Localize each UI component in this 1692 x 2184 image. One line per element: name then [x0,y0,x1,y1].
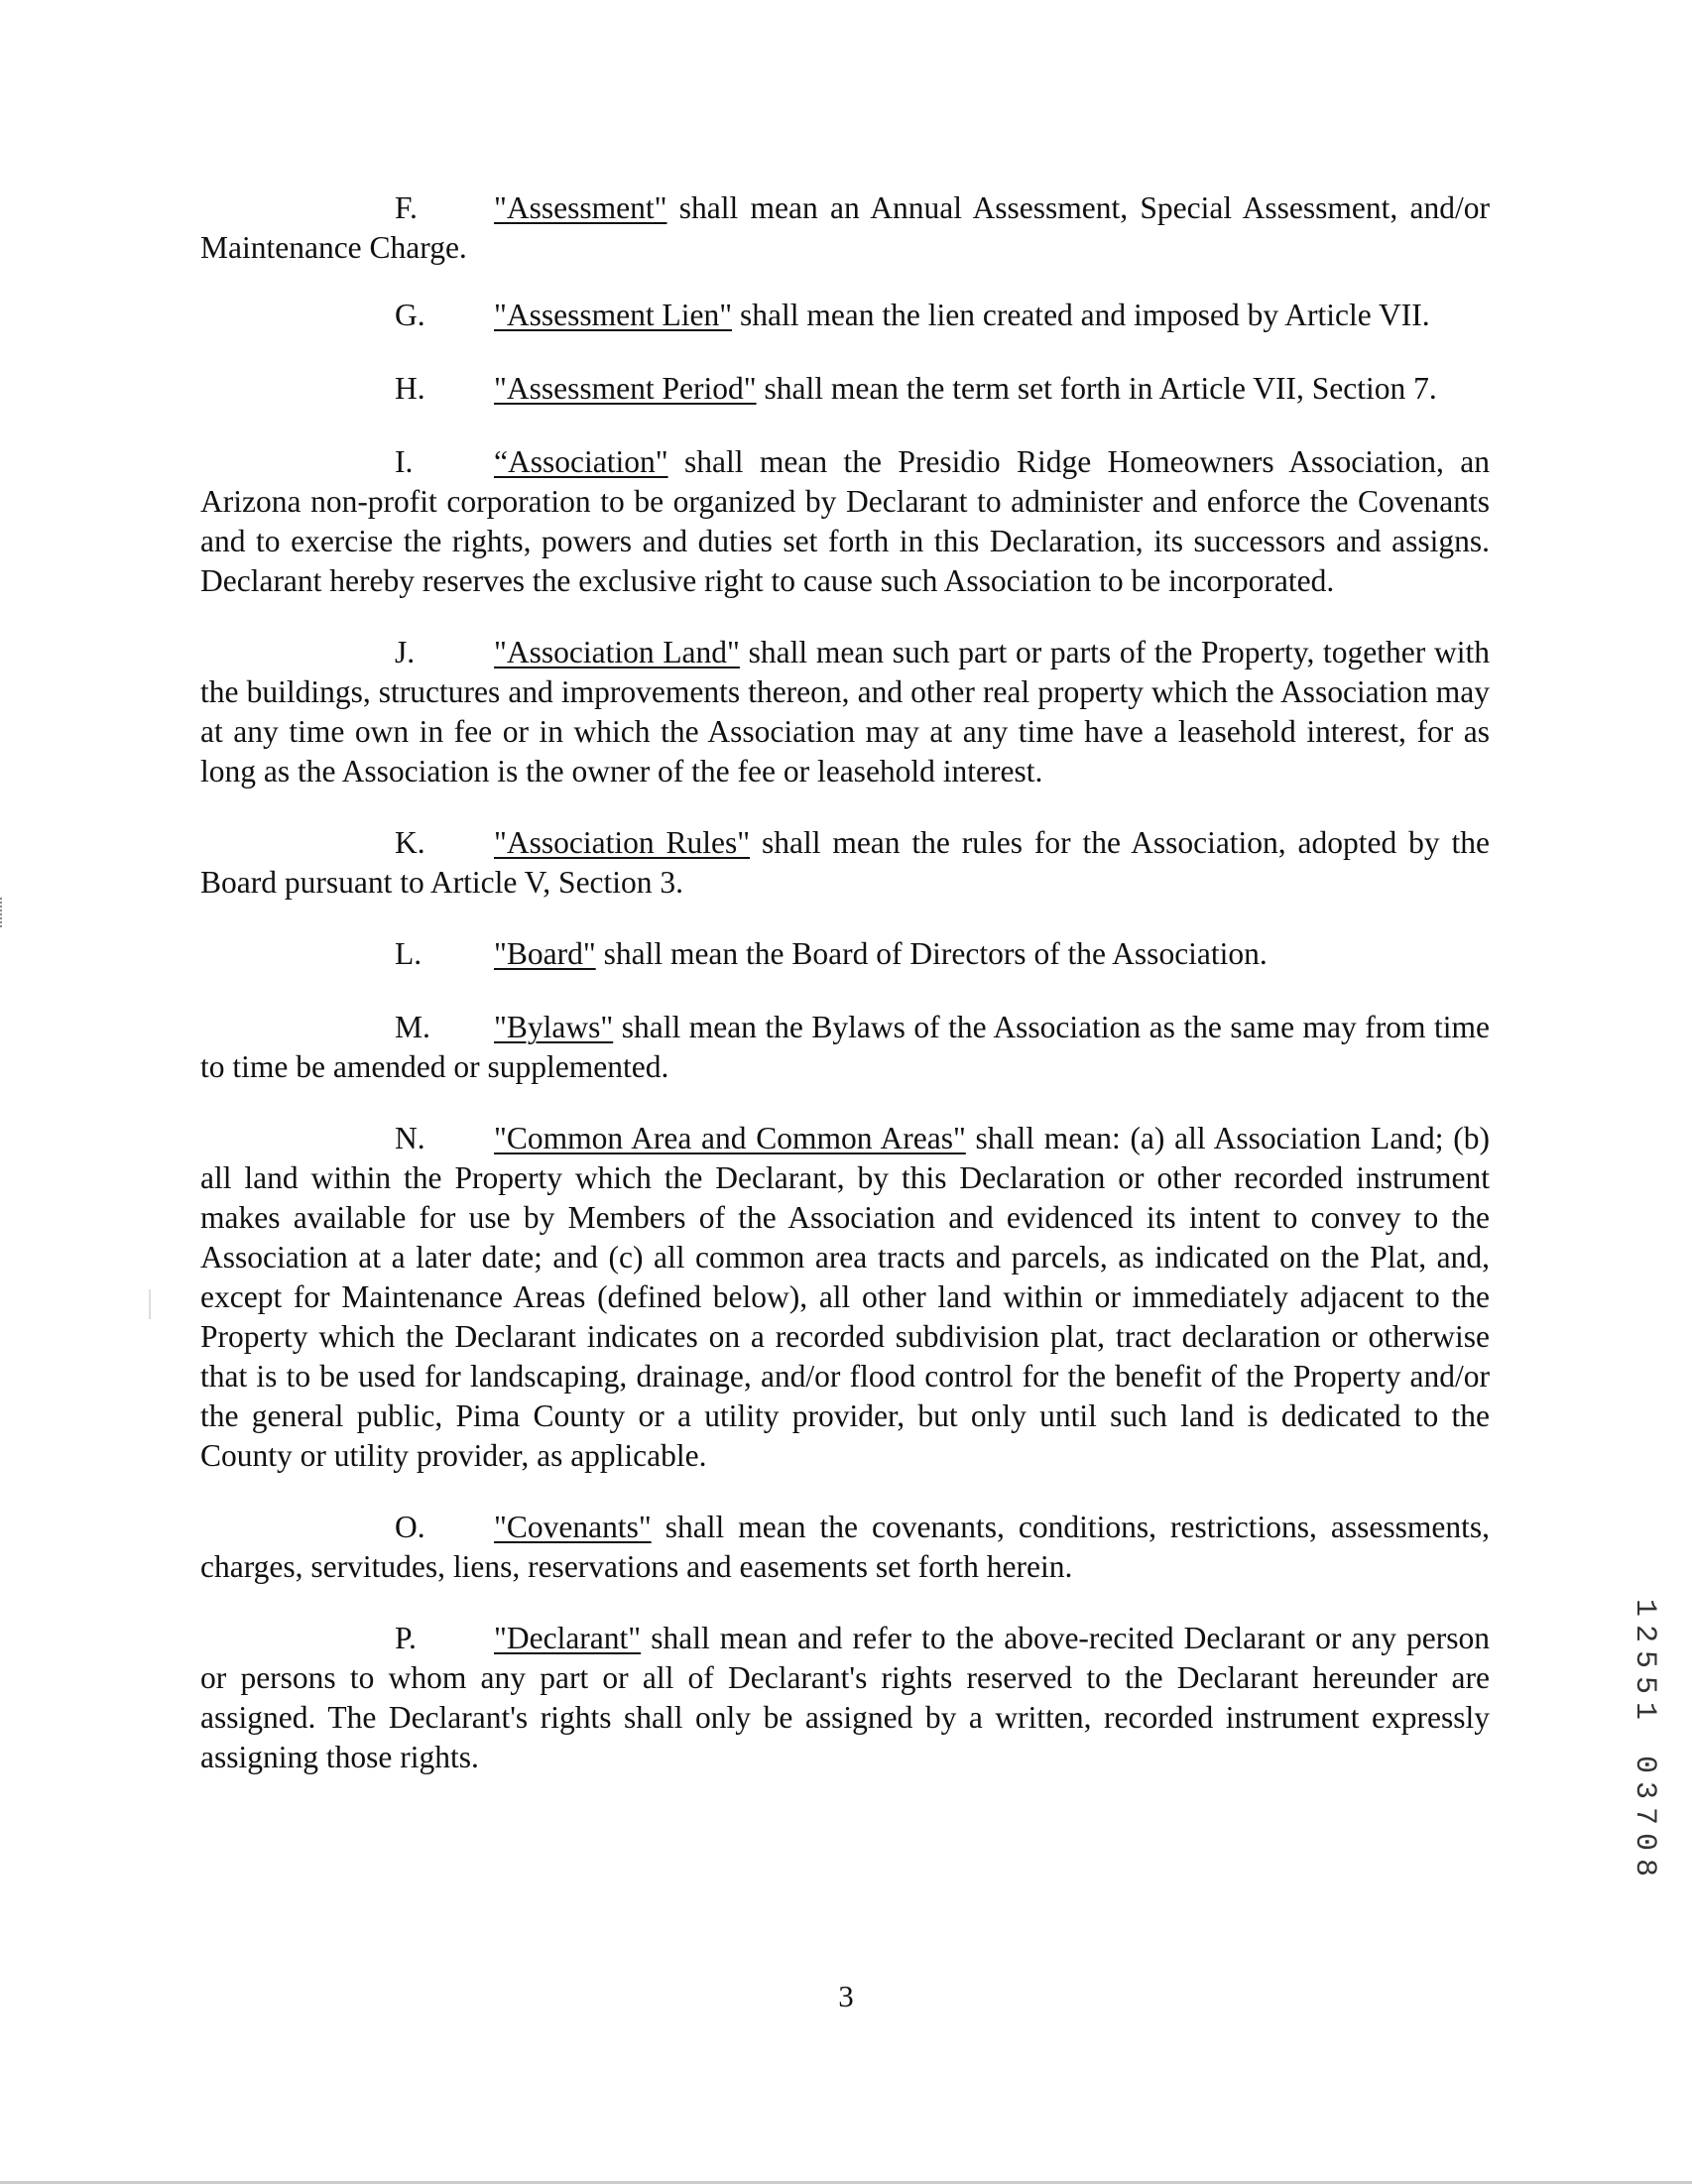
definition-n [200,1119,1490,1476]
definition-term: "Assessment Lien" [494,298,733,332]
definition-term: "Covenants" [494,1510,652,1544]
page-number: 3 [838,1979,854,2013]
definition-text: shall mean such part or parts of the Property, together with the buildings, structures and improvements thereon, and other real property which the Association may at any time own in fee or in which the Association may at any time have a leasehold interest, for as long as the Association is the owner of the fee or leasehold interest. [200,635,1490,789]
definition-letter: L. [395,936,423,971]
definition-term: “Association" [494,444,668,479]
definition-letter: O. [395,1510,425,1544]
definition-term: "Common Area and Common Areas" [494,1121,966,1155]
stamp-digit: 8 [1627,1858,1661,1878]
stamp-digit: 2 [1627,1624,1661,1643]
definition-text: shall mean the covenants, conditions, restrictions, assessments, charges, servitudes, liens, reservations and easements set forth herein. [200,1510,1490,1584]
stamp-digit: 3 [1627,1780,1661,1800]
definition-f [200,188,1490,268]
definition-term: "Association Land" [494,635,740,669]
definition-letter: H. [395,371,425,406]
definition-text: shall mean the term set forth in Article VII, Section 7. [756,371,1437,406]
definition-text: shall mean and refer to the above-recited Declarant or any person or persons to whom any part or all of Declarant's rights reserved to the Declarant hereunder are assigned. The Declarant's rights shall only be assigned by a written, recorded instrument expressly assigning those rights. [200,1621,1490,1774]
definition-text: shall mean the rules for the Association, adopted by the Board pursuant to Article V, Section 3. [200,825,1491,900]
definition-text: shall mean the lien created and imposed by Article VII. [732,298,1430,332]
recording-page-number [1627,1752,1661,1881]
definition-term: "Assessment" [494,190,667,225]
definition-text: shall mean: (a) all Association Land; (b) all land within the Property which the Declarant, by this Declaration or other recorded instrument makes available for use by Members of the Association and evidenced its intent to convey to the Association at a later date; and (c) all common area tracts and parcels, as indicated on the Plat, and, except for Maintenance Areas (defined below), all other land within or immediately adjacent to the Property which the Declarant indicates on a recorded subdivision plat, tract declaration or otherwise that is to be used for landscaping, drainage, and/or flood control for the benefit of the Property and/or the general public, Pima County or a utility provider, but only until such land is dedicated to the County or utility provider, as applicable. [200,1121,1490,1473]
stamp-digit: 5 [1627,1675,1661,1695]
definition-o [200,1508,1490,1587]
stamp-digit: 0 [1627,1755,1661,1774]
definition-letter: F. [395,190,418,225]
definition-text: shall mean the Bylaws of the Association as the same may from time to time be amended or supplemented. [200,1010,1490,1084]
stamp-digit: 7 [1627,1806,1661,1826]
stamp-digit: 5 [1627,1649,1661,1669]
definition-m [200,1008,1490,1087]
definition-letter: K. [395,825,425,860]
scan-speck [149,1289,151,1319]
definitions-list [200,188,1490,1807]
definition-k [200,823,1490,903]
definition-letter: N. [395,1121,425,1155]
definition-term: "Declarant" [494,1621,642,1655]
definition-letter: G. [395,298,425,332]
definition-i [200,442,1490,601]
recording-stamp [1625,1595,1664,1881]
definition-text: shall mean an Annual Assessment, Special Assessment, and/or Maintenance Charge. [200,190,1490,265]
definition-term: "Association Rules" [494,825,751,860]
definition-j [200,633,1490,791]
definition-letter: M. [395,1010,430,1044]
definition-text: shall mean the Presidio Ridge Homeowners Association, an Arizona non-profit corporation to be organized by Declarant to administer and enforce the Covenants and to exercise the rights, powers and duties set forth in this Declaration, its successors and assigns. Declarant hereby reserves the exclusive right to cause such Association to be incorporated. [200,444,1490,598]
definition-letter: I. [395,444,414,479]
scan-margin-mark [0,898,10,927]
recording-book-number [1627,1595,1661,1724]
stamp-digit: 0 [1627,1832,1661,1852]
definition-p [200,1619,1490,1777]
definition-letter: P. [395,1621,417,1655]
definition-g [200,296,1490,335]
stamp-digit: 1 [1627,1701,1661,1721]
definition-term: "Bylaws" [494,1010,614,1044]
definition-term: "Assessment Period" [494,371,757,406]
definition-term: "Board" [494,936,596,971]
stamp-digit: 1 [1627,1598,1661,1618]
definition-letter: J. [395,635,416,669]
definition-h [200,369,1490,409]
definition-l [200,934,1490,974]
definition-text: shall mean the Board of Directors of the Association. [595,936,1268,971]
